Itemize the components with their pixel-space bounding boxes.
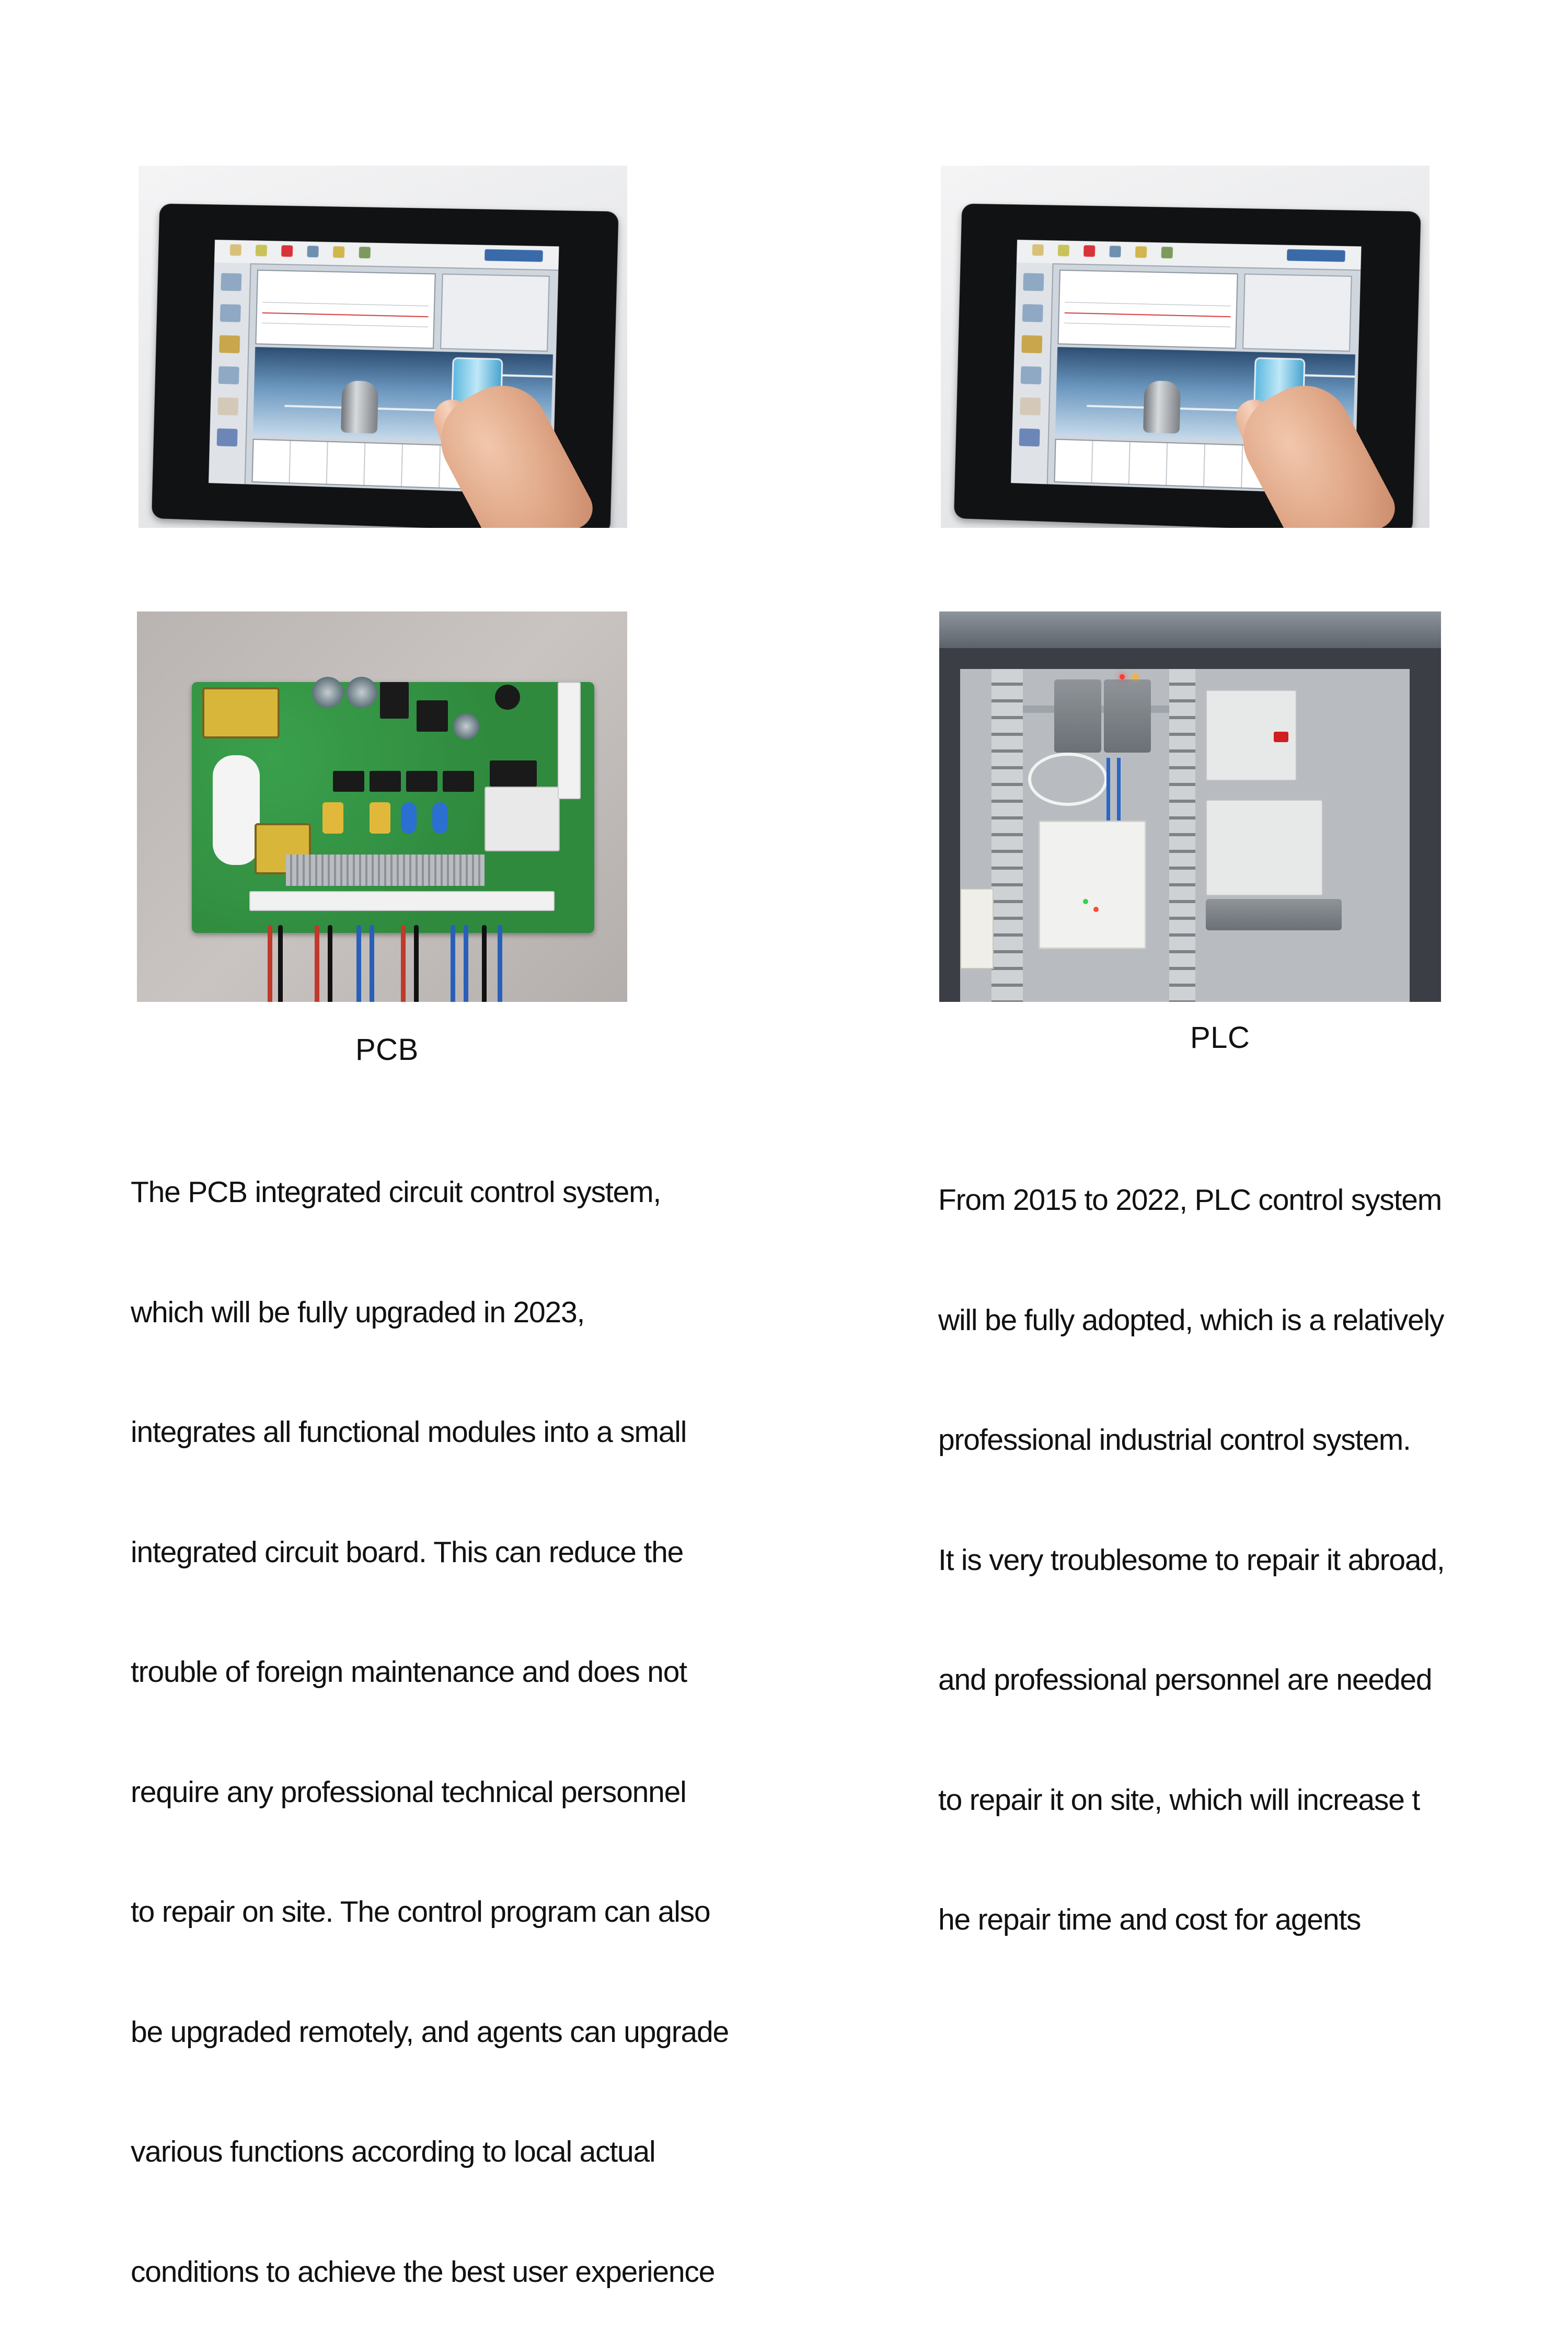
pcb-caption: PCB [355,1033,419,1067]
wire-blue [451,925,455,1002]
wire-red [401,925,406,1002]
hmi-trend-chart [1057,270,1238,349]
inductor [417,700,448,732]
wire-black [482,925,487,1002]
plc-description-line: and professional personnel are needed [938,1663,1432,1696]
ic-chip [370,771,401,792]
touch-screen-photo-left [139,166,627,528]
plc-description-line: he repair time and cost for agents [938,1903,1361,1936]
solid-state-relay [960,888,994,969]
status-led-amber [1133,674,1138,679]
pcb-description [131,1092,729,2332]
blue-capacitor [432,802,448,834]
wire-blue [1117,758,1121,821]
plc-caption: PLC [1190,1021,1250,1055]
wire-red [315,925,319,1002]
wire-black [328,925,332,1002]
pcb-board-photo [137,611,627,1002]
blue-capacitor [401,802,417,834]
pcb-description-line: to repair on site. The control program can also [131,1895,710,1929]
plc-description-line: professional industrial control system. [938,1423,1411,1457]
hmi-control-panel [440,273,550,352]
relay [485,787,560,851]
terminal-connector [249,891,555,911]
wire-black [278,925,283,1002]
circuit-breaker [1104,679,1151,753]
wire-black [414,925,419,1002]
regulator-chip [380,682,409,719]
pcb-description-line: be upgraded remotely, and agents can upgrade [131,2015,729,2049]
storage-tank [1143,380,1181,434]
buzzer [495,685,520,710]
side-connector [558,682,581,799]
filter-coil [213,755,260,865]
ic-chip [443,771,474,792]
heatsink [286,855,485,886]
pcb-description-line: trouble of foreign maintenance and does not [131,1655,687,1689]
plc-controller [1039,821,1146,949]
plc-description [938,1100,1445,1980]
wire-blue [464,925,468,1002]
transformer [202,687,280,738]
touch-screen-photo-right [941,166,1429,528]
film-capacitor [322,802,343,834]
plc-cabinet-photo [939,611,1441,1002]
plc-description-line: From 2015 to 2022, PLC control system [938,1183,1442,1217]
hmi-sidebar [1011,262,1054,484]
terminal-block [1206,899,1342,930]
hmi-toolbar [1017,240,1362,271]
wire-blue [1106,758,1110,821]
cabinet-top-frame [939,611,1441,648]
cable-duct [1169,669,1195,1002]
power-supply [1206,800,1323,896]
plc-description-line: will be fully adopted, which is a relatively [938,1303,1444,1337]
film-capacitor [370,802,390,834]
wire-blue [356,925,361,1002]
temperature-display [1274,732,1288,742]
plc-led-green [1083,899,1088,904]
storage-tank [341,380,378,434]
hmi-toolbar [214,240,559,271]
ic-chip [406,771,437,792]
pcb-description-line: The PCB integrated circuit control system, [131,1175,661,1209]
wire-blue [498,925,502,1002]
plc-description-line: to repair it on site, which will increase t [938,1783,1420,1817]
cabinet-interior [960,669,1410,1002]
pcb-description-line: various functions according to local actual [131,2135,655,2168]
pcb-description-line: integrates all functional modules into a small [131,1415,687,1449]
ic-chip [333,771,364,792]
pcb-description-line: require any professional technical personnel [131,1775,686,1809]
hmi-control-panel [1242,273,1352,352]
plc-description-line: It is very troublesome to repair it abroad, [938,1543,1445,1577]
circuit-breaker [1054,679,1101,753]
wire-red [268,925,272,1002]
cable-duct [991,669,1023,1002]
capacitor [453,713,479,740]
pcb-description-line: which will be fully upgraded in 2023, [131,1295,585,1329]
hmi-trend-chart [255,270,435,349]
capacitor [346,677,377,708]
cable-loop [1028,753,1108,806]
wire-blue [370,925,374,1002]
status-led-red [1120,674,1125,679]
hmi-sidebar [209,262,251,484]
pcb-board [192,682,594,933]
plc-led-red [1093,907,1099,912]
ic-chip [490,760,537,787]
capacitor [312,677,343,708]
pcb-description-line: conditions to achieve the best user experience [131,2255,715,2289]
pcb-description-line: integrated circuit board. This can reduce the [131,1535,684,1569]
